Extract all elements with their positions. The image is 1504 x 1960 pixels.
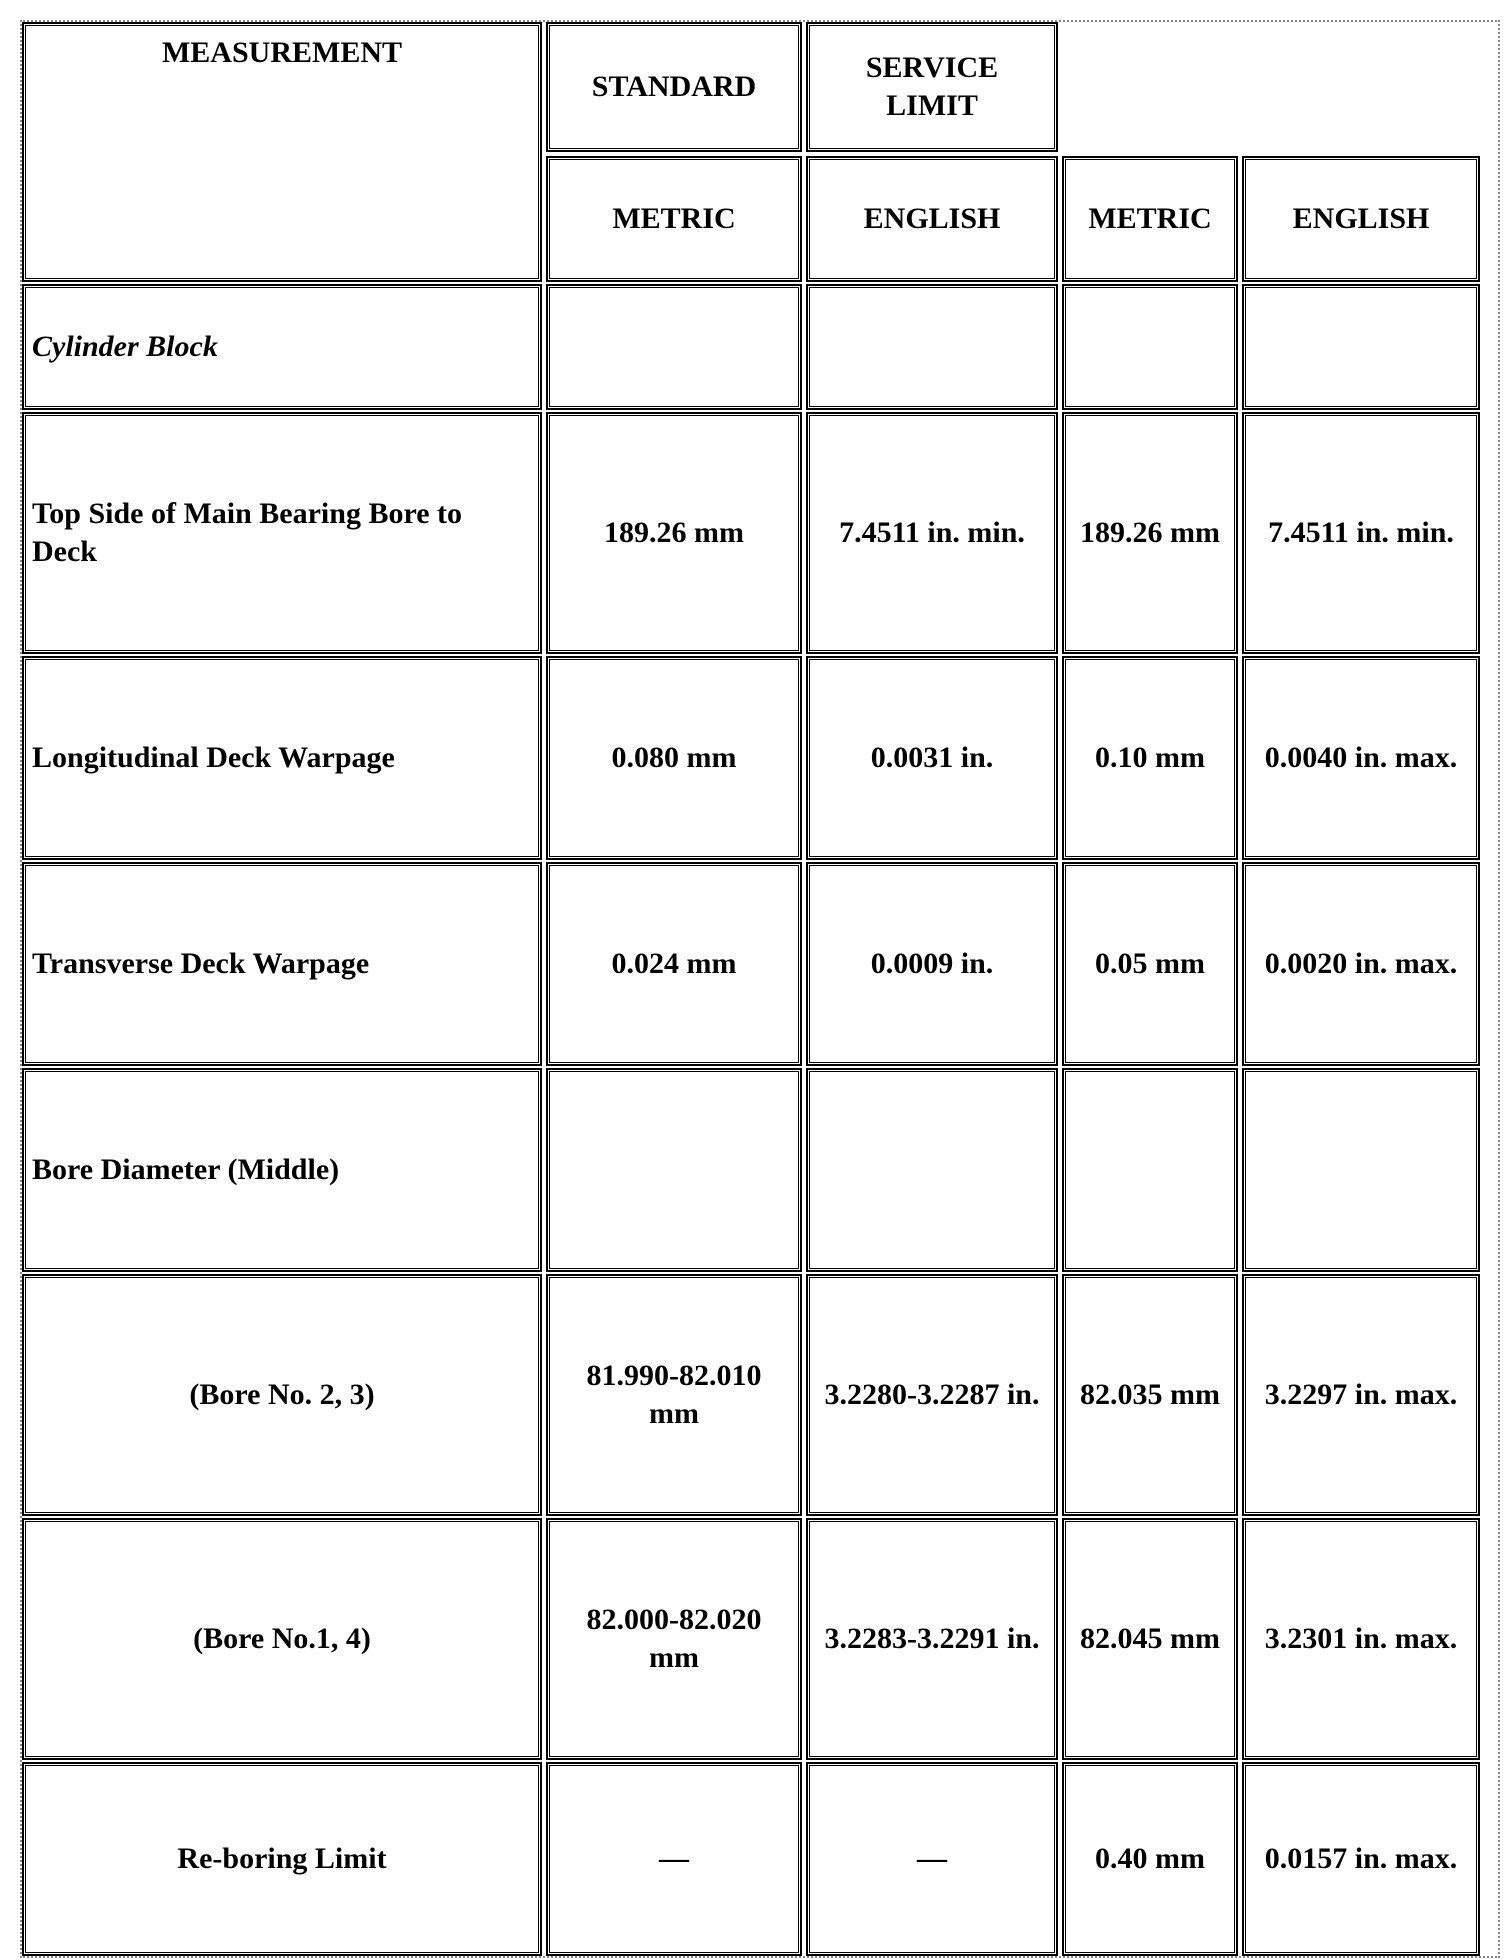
row-label: Re-boring Limit [22,1762,542,1956]
row-label: Top Side of Main Bearing Bore to Deck [22,412,542,654]
std-english: 7.4511 in. min. [806,412,1058,654]
row-label: Transverse Deck Warpage [22,862,542,1066]
sl-metric: 0.10 mm [1062,656,1238,860]
sl-metric [1062,1068,1238,1272]
sl-english: 7.4511 in. min. [1242,412,1480,654]
header-measurement: MEASUREMENT [22,22,542,282]
section-empty-3 [1062,284,1238,410]
sl-metric: 0.05 mm [1062,862,1238,1066]
row-label: Longitudinal Deck Warpage [22,656,542,860]
std-metric: 82.000-82.020 mm [546,1518,802,1760]
header-standard: STANDARD [546,22,802,152]
row-label: Bore Diameter (Middle) [22,1068,542,1272]
sl-metric: 82.035 mm [1062,1274,1238,1516]
sl-metric: 189.26 mm [1062,412,1238,654]
std-english: 0.0031 in. [806,656,1058,860]
std-english: — [806,1762,1058,1956]
std-english: 3.2283-3.2291 in. [806,1518,1058,1760]
sl-metric: 0.40 mm [1062,1762,1238,1956]
sl-english [1242,1068,1480,1272]
std-metric: 0.024 mm [546,862,802,1066]
subheader-english-2: ENGLISH [1242,156,1480,282]
section-empty-1 [546,284,802,410]
sl-english: 0.0020 in. max. [1242,862,1480,1066]
std-metric: 0.080 mm [546,656,802,860]
subheader-metric-1: METRIC [546,156,802,282]
std-metric: 189.26 mm [546,412,802,654]
std-metric: 81.990-82.010 mm [546,1274,802,1516]
header-service-limit: SERVICE LIMIT [806,22,1058,152]
row-label: (Bore No.1, 4) [22,1518,542,1760]
section-empty-4 [1242,284,1480,410]
std-english [806,1068,1058,1272]
row-label: (Bore No. 2, 3) [22,1274,542,1516]
subheader-metric-2: METRIC [1062,156,1238,282]
std-metric: — [546,1762,802,1956]
subheader-english-1: ENGLISH [806,156,1058,282]
std-english: 0.0009 in. [806,862,1058,1066]
sl-english: 0.0040 in. max. [1242,656,1480,860]
std-english: 3.2280-3.2287 in. [806,1274,1058,1516]
std-metric [546,1068,802,1272]
sl-english: 3.2297 in. max. [1242,1274,1480,1516]
section-label: Cylinder Block [22,284,542,410]
section-empty-2 [806,284,1058,410]
sl-english: 0.0157 in. max. [1242,1762,1480,1956]
sl-metric: 82.045 mm [1062,1518,1238,1760]
sl-english: 3.2301 in. max. [1242,1518,1480,1760]
